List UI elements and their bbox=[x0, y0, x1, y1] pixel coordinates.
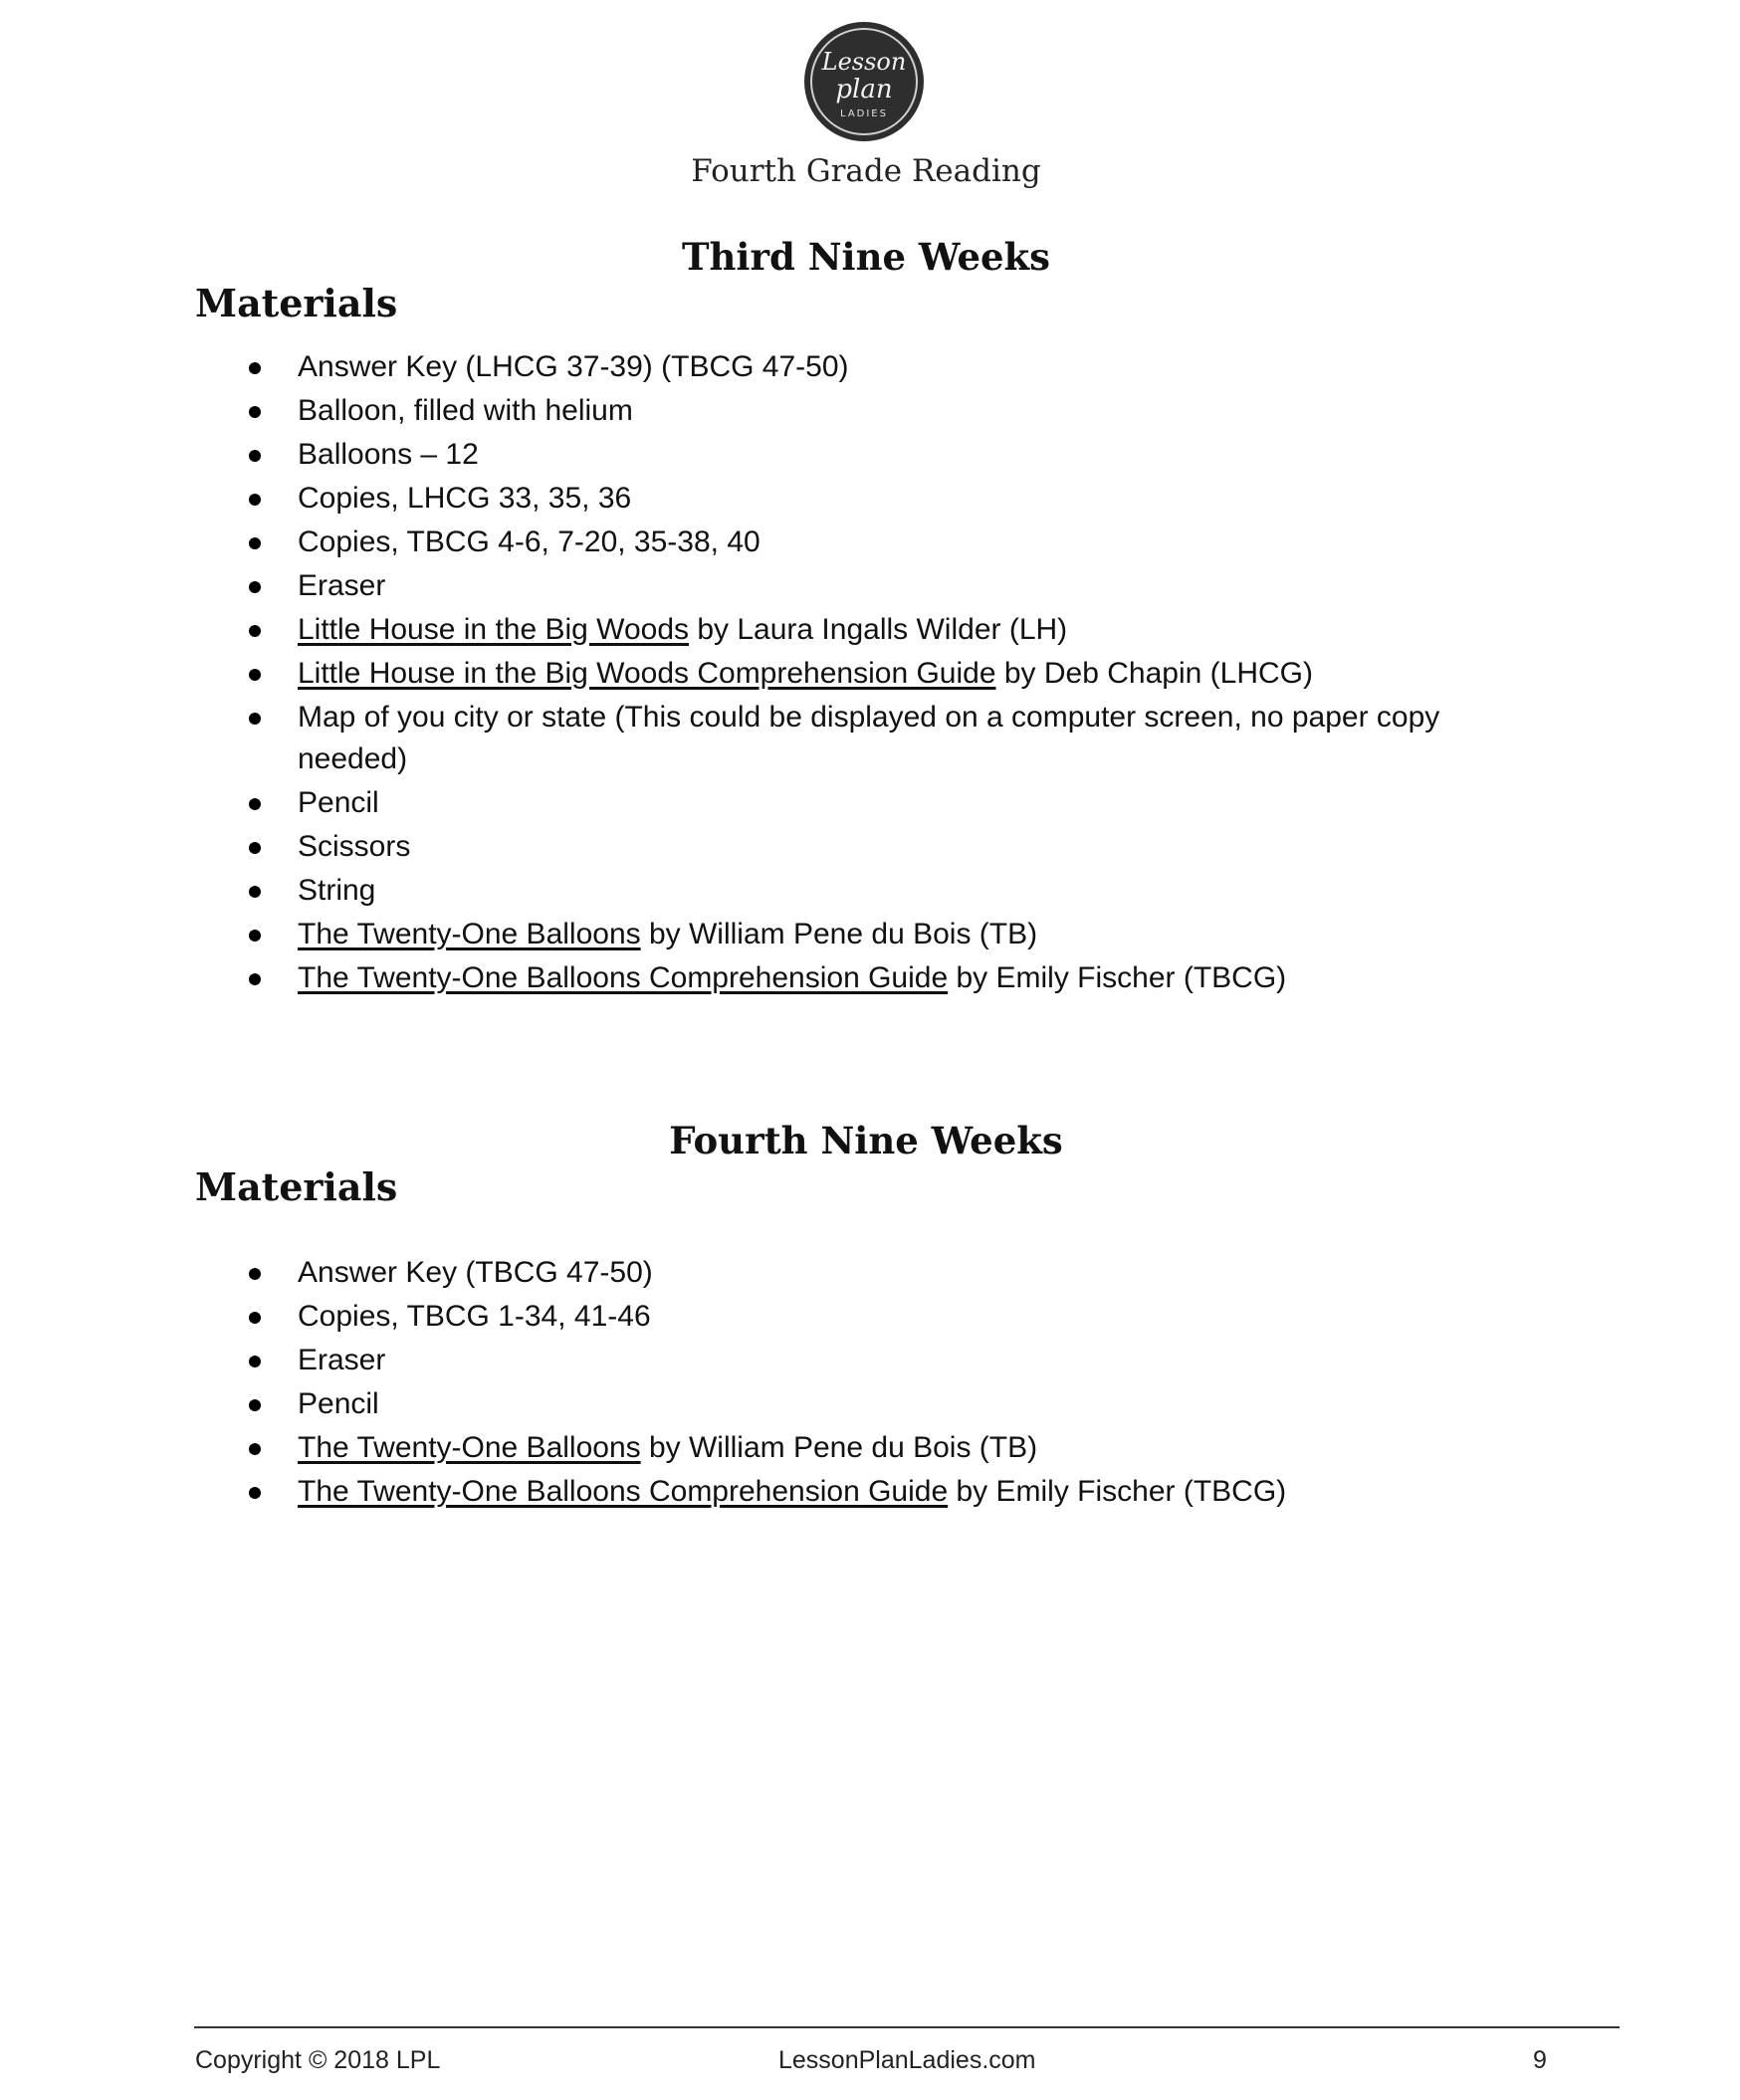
materials-list-fourth-nine-weeks bbox=[298, 1252, 1542, 1515]
item-text: String bbox=[298, 874, 376, 907]
footer-page-number: 9 bbox=[1533, 2046, 1547, 2074]
item-text: Copies, LHCG 33, 35, 36 bbox=[298, 482, 632, 515]
list-item bbox=[298, 1471, 1542, 1513]
item-text: Copies, TBCG 1-34, 41-46 bbox=[298, 1300, 651, 1333]
materials-list-third-nine-weeks bbox=[298, 346, 1542, 1001]
list-item bbox=[298, 1296, 1542, 1338]
book-title: The Twenty-One Balloons Comprehension Guide bbox=[298, 961, 949, 994]
svg-text:plan: plan bbox=[835, 75, 893, 105]
list-item bbox=[298, 565, 1542, 607]
item-text: Scissors bbox=[298, 830, 411, 863]
list-item bbox=[298, 957, 1542, 999]
svg-text:Lesson: Lesson bbox=[821, 48, 907, 76]
item-text: Eraser bbox=[298, 1344, 386, 1376]
item-text: by Deb Chapin (LHCG) bbox=[995, 657, 1313, 690]
list-item bbox=[298, 478, 1542, 520]
list-item bbox=[298, 870, 1542, 912]
footer-copyright: Copyright © 2018 LPL bbox=[195, 2046, 441, 2074]
footer-website: LessonPlanLadies.com bbox=[778, 2046, 1036, 2074]
section-title-third-nine-weeks: Third Nine Weeks bbox=[681, 235, 1051, 279]
section-title-fourth-nine-weeks: Fourth Nine Weeks bbox=[669, 1119, 1063, 1162]
item-text: Balloons – 12 bbox=[298, 438, 479, 471]
list-item bbox=[298, 522, 1542, 563]
list-item bbox=[298, 914, 1542, 955]
list-item bbox=[298, 1252, 1542, 1294]
list-item bbox=[298, 390, 1542, 432]
list-item bbox=[298, 653, 1542, 695]
item-text: by Emily Fischer (TBCG) bbox=[948, 961, 1287, 994]
svg-text:LADIES: LADIES bbox=[840, 108, 888, 119]
item-text: Balloon, filled with helium bbox=[298, 394, 633, 427]
materials-heading: Materials bbox=[195, 281, 398, 325]
list-item bbox=[298, 826, 1542, 868]
list-item bbox=[298, 346, 1542, 388]
list-item bbox=[298, 434, 1542, 476]
list-item bbox=[298, 609, 1542, 651]
list-item bbox=[298, 782, 1542, 824]
item-text: Pencil bbox=[298, 1387, 379, 1420]
lesson-plan-ladies-logo bbox=[802, 20, 926, 143]
document-header-title: Fourth Grade Reading bbox=[691, 153, 1041, 189]
item-text: by Emily Fischer (TBCG) bbox=[948, 1475, 1287, 1508]
book-title: The Twenty-One Balloons bbox=[298, 1431, 641, 1464]
item-text: by Laura Ingalls Wilder (LH) bbox=[689, 613, 1068, 646]
book-title: The Twenty-One Balloons bbox=[298, 918, 641, 950]
book-title: Little House in the Big Woods Comprehension Guide bbox=[298, 657, 996, 690]
item-text: Answer Key (TBCG 47-50) bbox=[298, 1256, 653, 1289]
item-text: by William Pene du Bois (TB) bbox=[640, 918, 1038, 950]
list-item bbox=[298, 697, 1542, 780]
item-text: Answer Key (LHCG 37-39) (TBCG 47-50) bbox=[298, 350, 849, 383]
book-title: The Twenty-One Balloons Comprehension Guide bbox=[298, 1475, 949, 1508]
list-item bbox=[298, 1427, 1542, 1469]
list-item bbox=[298, 1340, 1542, 1381]
item-text: Copies, TBCG 4-6, 7-20, 35-38, 40 bbox=[298, 525, 761, 558]
footer-divider bbox=[194, 2026, 1620, 2028]
item-text: by William Pene du Bois (TB) bbox=[640, 1431, 1038, 1464]
book-title: Little House in the Big Woods bbox=[298, 613, 690, 646]
item-text: Eraser bbox=[298, 569, 386, 602]
materials-heading: Materials bbox=[195, 1164, 398, 1209]
item-text: Pencil bbox=[298, 786, 379, 819]
item-text: Map of you city or state (This could be displayed on a computer screen, no paper copy needed) bbox=[298, 701, 1440, 775]
list-item bbox=[298, 1383, 1542, 1425]
